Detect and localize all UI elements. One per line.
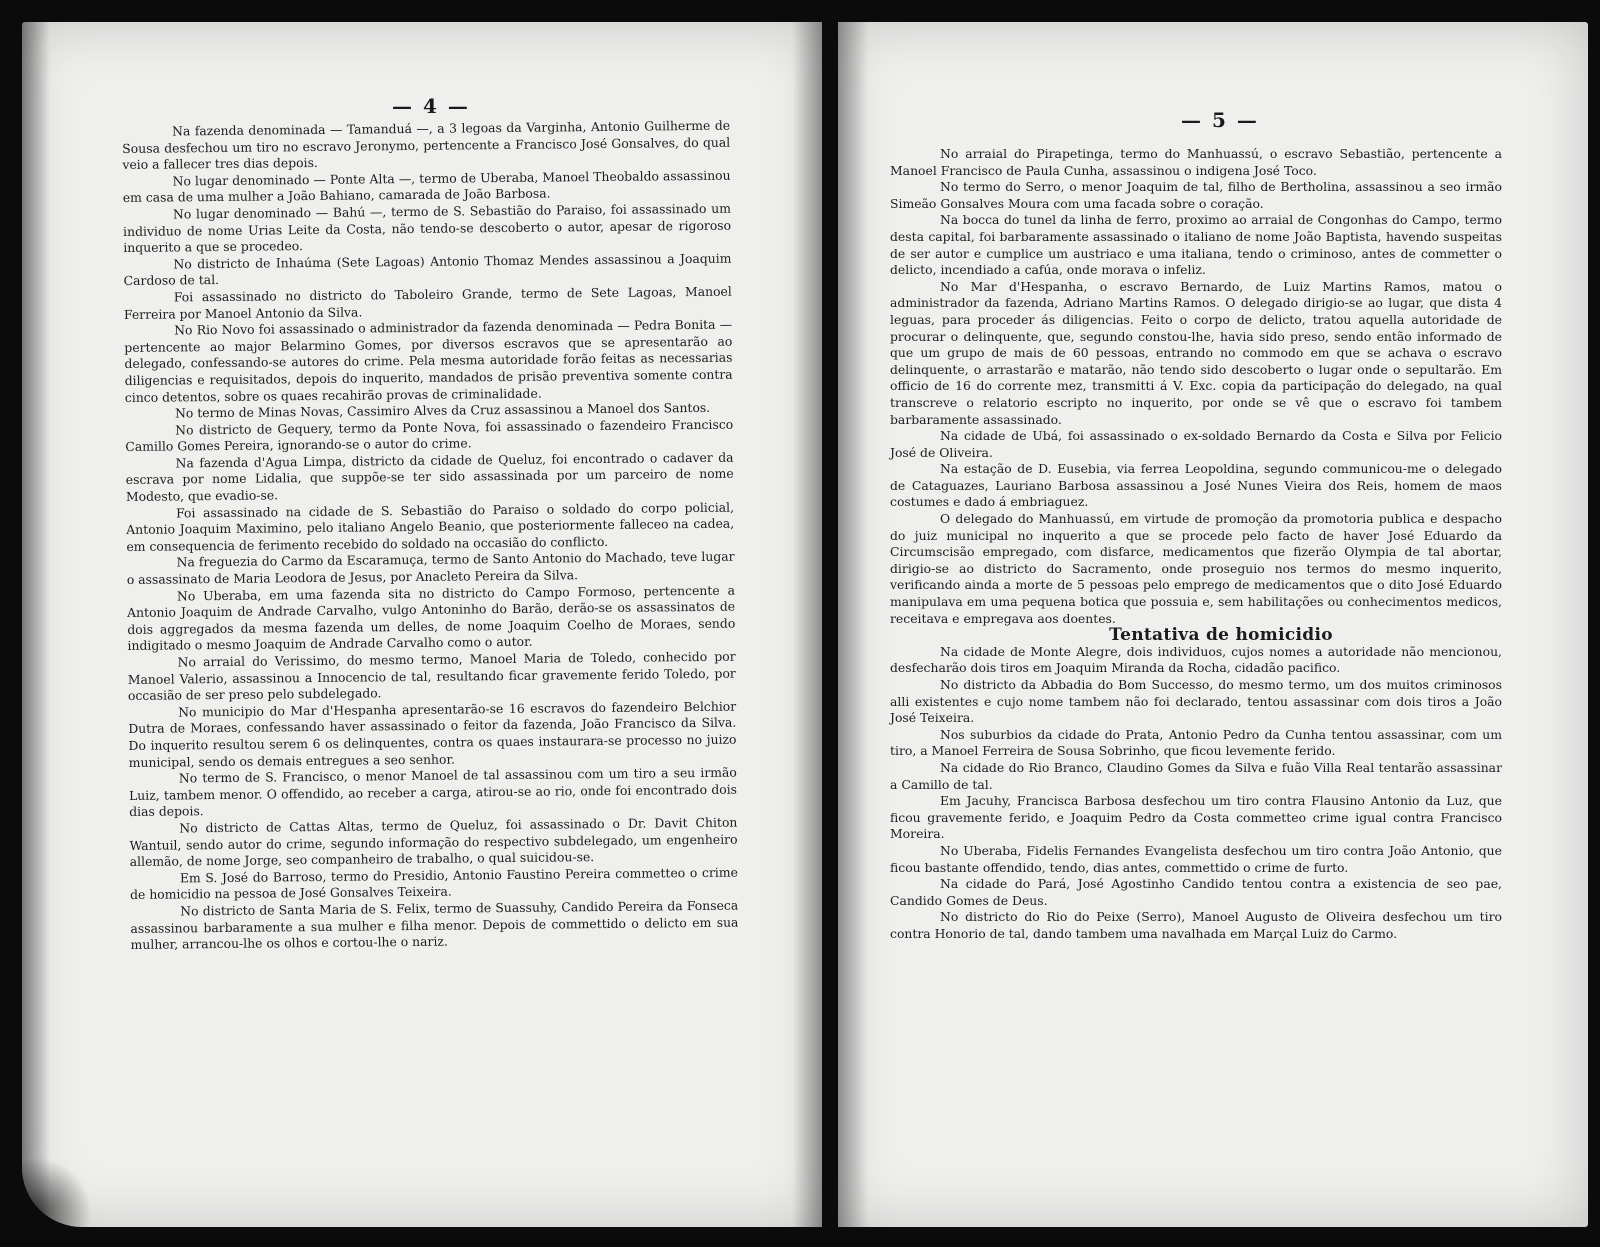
paragraph: No Mar d'Hespanha, o escravo Bernardo, de Luiz Martins Ramos, matou o administrador da fazenda, Adriano Martins Ramos. O delegado dirigio-se ao lugar, que dista 4 leguas, para proceder ás diligencias. Feito o corpo de delicto, tratou aquella autoridade de procurar o delinquente, que, segundo constou-lhe, havia sido preso, sendo então informado de que um grupo de mais de 60 pessoas, entrando no commodo em que se achava o escravo delinquente, o arrastarão e matarão, não tendo sido descoberto o lugar onde o sepultarão. Em officio de 16 do corrente mez, transmitti á V. Exc. copia da participação do delegado, na qual transcreve o relatorio escripto no inquerito, por onde se vê que o escravo foi tambem barbaramente assassinado. bbox=[890, 278, 1502, 427]
page-edge-shadow bbox=[22, 22, 50, 1227]
paragraph: No termo de S. Francisco, o menor Manoel de tal assassinou com um tiro a seu irmão Luiz, tambem menor. O offendido, ao receber a carga, atirou-se ao rio, onde foi encontrado dois dias depois. bbox=[128, 764, 738, 820]
paragraph: Foi assassinado na cidade de S. Sebastião do Paraiso o soldado do corpo policial, Antonio Joaquim Maximino, pelo italiano Angelo Beanio, que posteriormente falleceo na cadea, em consequencia de ferimento recebido do soldado na occasião do conflicto. bbox=[126, 499, 735, 554]
gutter-shadow bbox=[792, 22, 822, 1227]
paragraph: Na freguezia do Carmo da Escaramuça, termo de Santo Antonio do Machado, teve lugar o assassinato de Maria Leodora de Jesus, por Anacleto Pereira da Silva. bbox=[126, 549, 735, 588]
paragraph: Nos suburbios da cidade do Prata, Antonio Pedro da Cunha tentou assassinar, com um tiro, a Manoel Ferreira de Sousa Sobrinho, que ficou levemente ferido. bbox=[890, 726, 1502, 759]
paragraph: Na fazenda denominada — Tamanduá —, a 3 legoas da Varginha, Antonio Guilherme de Sousa desfechou um tiro no escravo Jeronymo, pertencente a Francisco José Gonsalves, do qual veio a fallecer tres dias depois. bbox=[122, 117, 731, 173]
paragraph: Na cidade de Ubá, foi assassinado o ex-soldado Bernardo da Costa e Silva por Felicio José de Oliveira. bbox=[890, 428, 1502, 460]
paragraph: O delegado do Manhuassú, em virtude de promoção da promotoria publica e despacho do juiz municipal no inquerito a que se procede pelo facto de haver José Eduardo da Circumscisão empregado, com disfarce, medicamentos que fizerão Olympia de tal abortar, dirigio-se ao districto do Sacramento, onde proseguio nos termos do mesmo inquerito, verificando ainda a morte de 5 pessoas pelo emprego de medicamentos que o dito José Eduardo manipulava em uma pequena botica que possuia e, sem habilitações ou conhecimentos medicos, receitava e empregava aos doentes. bbox=[890, 511, 1502, 626]
paragraph: No municipio do Mar d'Hespanha apresentarão-se 16 escravos do fazendeiro Belchior Dutra de Moraes, confessando haver assassinado o feitor da fazenda, João Francisco da Silva. Do inquerito resultou serem 6 os delinquentes, contra os quaes instaurara-se processo no juizo municipal, sendo os demais entregues a seo senhor. bbox=[128, 698, 737, 770]
paragraph: No districto do Rio do Peixe (Serro), Manoel Augusto de Oliveira desfechou um tiro contra Honorio de tal, dando tambem uma navalhada em Marçal Luiz do Carmo. bbox=[890, 909, 1502, 941]
paragraph: No districto da Abbadia do Bom Successo, do mesmo termo, um dos muitos criminosos alli existentes e cujo nome tambem não foi declarado, tentou assassinar com dois tiros a João José Teixeira. bbox=[890, 677, 1502, 726]
paragraph: Na estação de D. Eusebia, via ferrea Leopoldina, segundo communicou-me o delegado de Cataguazes, Lauriano Barbosa assassinou a José Nunes Vieira dos Reis, homem de maos costumes e dado á embriaguez. bbox=[890, 461, 1502, 510]
left-page-text bbox=[122, 118, 739, 954]
right-page-text bbox=[890, 146, 1502, 943]
paragraph: Foi assassinado no districto do Taboleiro Grande, termo de Sete Lagoas, Manoel Ferreira por Manoel Antonio da Silva. bbox=[123, 283, 732, 322]
paragraph: No Uberaba, Fidelis Fernandes Evangelista desfechou um tiro contra João Antonio, que ficou bastante offendido, tendo, dias antes, commettido o crime de furto. bbox=[890, 842, 1502, 875]
paragraph: No districto de Inhaúma (Sete Lagoas) Antonio Thomaz Mendes assassinou a Joaquim Cardoso de tal. bbox=[123, 250, 732, 289]
paragraph: No districto de Gequery, termo da Ponte Nova, foi assassinado o fazendeiro Francisco Camillo Gomes Pereira, ignorando-se o autor do crime. bbox=[125, 416, 734, 455]
left-page bbox=[22, 22, 822, 1227]
paragraph: Na cidade de Monte Alegre, dois individuos, cujos nomes a autoridade não mencionou, desfecharão dois tiros em Joaquim Miranda da Rocha, cidadão pacifico. bbox=[890, 643, 1502, 676]
section-heading: Tentativa de homicidio bbox=[1109, 625, 1333, 646]
paragraph: No Uberaba, em uma fazenda sita no districto do Campo Formoso, pertencente a Antonio Joaquim de Andrade Carvalho, vulgo Antoninho do Barão, derão-se os assassinatos de dois aggregados da mesma fazenda um delles, de nome Joaquim Coelho de Moraes, sendo indigitado o mesmo Joaquim de Andrade Carvalho como o autor. bbox=[127, 582, 736, 654]
paragraph: No arraial do Pirapetinga, termo do Manhuassú, o escravo Sebastião, pertencente a Manoel Francisco de Paula Cunha, assassinou o indigena José Toco. bbox=[890, 146, 1502, 178]
paragraph: Na cidade do Pará, José Agostinho Candido tentou contra a existencia de seo pae, Candido Gomes de Deus. bbox=[890, 876, 1502, 908]
paragraph: No Rio Novo foi assassinado o administrador da fazenda denominada — Pedra Bonita — pertencente ao major Belarmino Gomes, por diversos escravos que se apresentarão ao delegado, confessando-se autores do crime. Pela mesma autoridade forão feitas as necessarias diligencias e requisitados, depois do inquerito, mandados de prisão preventiva somente contra cinco detentos, sobre os quaes recahirão provas de criminalidade. bbox=[124, 316, 733, 405]
page-number: — 4 — bbox=[392, 94, 470, 118]
paragraph: No lugar denominado — Bahú —, termo de S. Sebastião do Paraiso, foi assassinado um individuo de nome Urias Leite da Costa, não tendo-se descoberto o autor, apesar de rigoroso inquerito a que se procedeo. bbox=[123, 200, 732, 256]
paragraph: Na fazenda d'Agua Limpa, districto da cidade de Queluz, foi encontrado o cadaver da escrava por nome Lidalia, que suppõe-se ter sido assassinada por um parceiro de nome Modesto, que evadio-se. bbox=[125, 449, 734, 505]
paragraph: No districto de Cattas Altas, termo de Queluz, foi assassinado o Dr. Davit Chiton Wantuil, sendo autor do crime, segundo informação do respectivo subdelegado, um engenheiro allemão, de nome Jorge, seo companheiro de trabalho, o qual suicidou-se. bbox=[129, 814, 738, 870]
paragraph: Em Jacuhy, Francisca Barbosa desfechou um tiro contra Flausino Antonio da Luz, que ficou gravemente ferido, e Joaquim Pedro da Costa commetteo crime igual contra Francisco Moreira. bbox=[890, 793, 1502, 842]
corner-stain bbox=[22, 1157, 92, 1227]
paragraph: No termo do Serro, o menor Joaquim de tal, filho de Bertholina, assassinou a seo irmão Simeão Gonsalves Moura com uma facada sobre o coração. bbox=[890, 179, 1502, 211]
paragraph: Na cidade do Rio Branco, Claudino Gomes da Silva e fuão Villa Real tentarão assassinar a Camillo de tal. bbox=[890, 759, 1502, 792]
paragraph: Na bocca do tunel da linha de ferro, proximo ao arraial de Congonhas do Campo, termo desta capital, foi barbaramente assassinado o italiano de nome João Baptista, havendo suspeitas de ser autor e cumplice um austriaco e uma italiana, tendo o criminoso, antes de commetter o delicto, incendiado a cafúa, onde morava o infeliz. bbox=[890, 212, 1502, 278]
paragraph: No districto de Santa Maria de S. Felix, termo de Suassuhy, Candido Pereira da Fonseca assassinou barbaramente a sua mulher e filha menor. Depois de commettido o delicto em sua mulher, arrancou-lhe os olhos e cortou-lhe o nariz. bbox=[130, 897, 739, 953]
paragraph: No arraial do Verissimo, do mesmo termo, Manoel Maria de Toledo, conhecido por Manoel Valerio, assassinou a Innocencio de tal, resultando ficar gravemente ferido Toledo, por occasião de ser preso pelo subdelegado. bbox=[127, 648, 736, 704]
gutter-shadow bbox=[838, 22, 868, 1227]
paragraph: Em S. José do Barroso, termo do Presidio, Antonio Faustino Pereira commetteo o crime de homicidio na pessoa de José Gonsalves Teixeira. bbox=[129, 864, 738, 903]
paragraph: No lugar denominado — Ponte Alta —, termo de Uberaba, Manoel Theobaldo assassinou em casa de uma mulher a João Bahiano, camarada de João Barbosa. bbox=[122, 167, 731, 206]
right-page bbox=[838, 22, 1588, 1227]
paragraph: No termo de Minas Novas, Cassimiro Alves da Cruz assassinou a Manoel dos Santos. bbox=[174, 399, 711, 421]
page-number: — 5 — bbox=[1181, 108, 1259, 132]
